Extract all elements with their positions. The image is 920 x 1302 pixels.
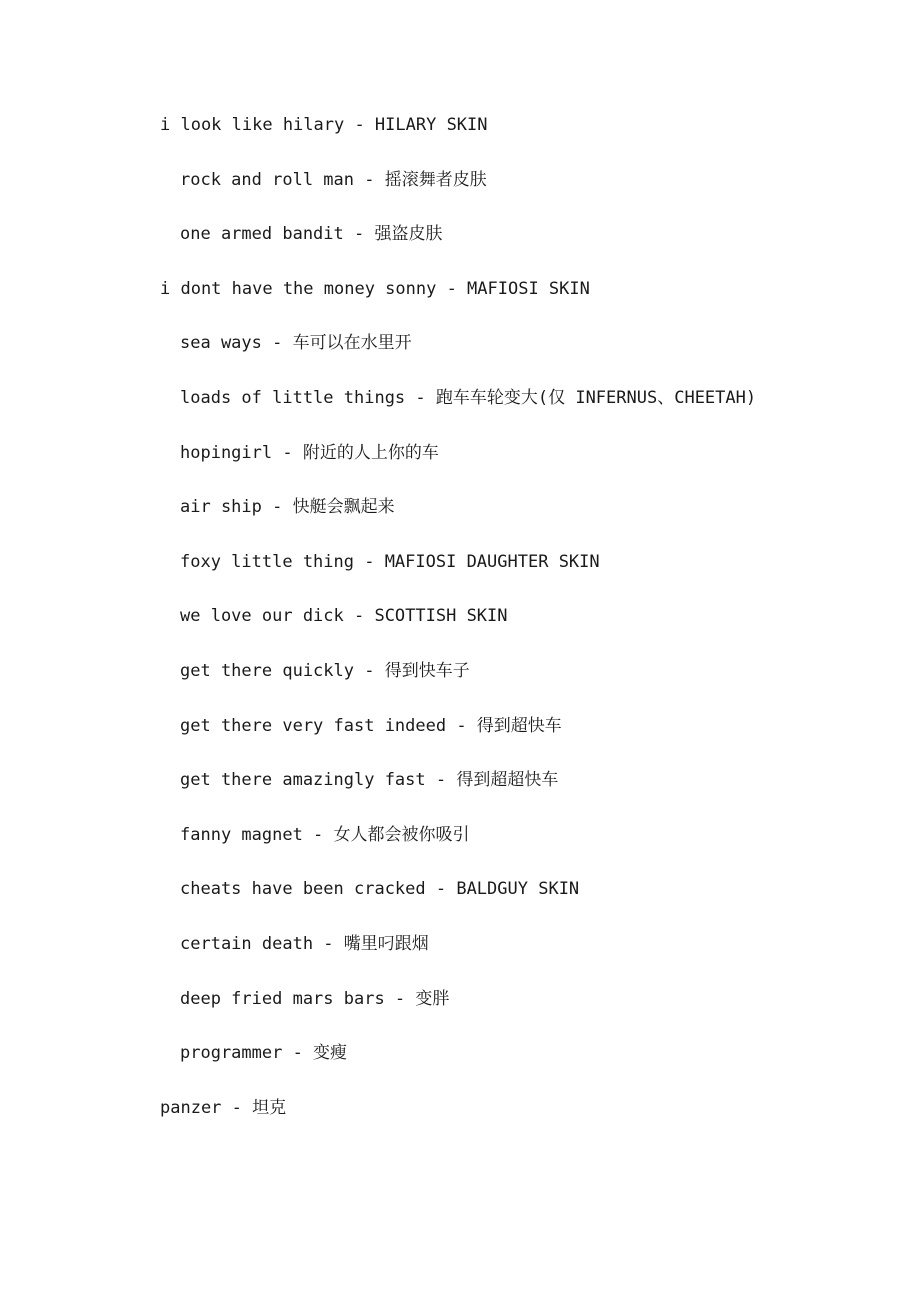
cheat-line: get there amazingly fast - 得到超超快车: [180, 770, 559, 791]
cheat-line: air ship - 快艇会飘起来: [180, 497, 395, 518]
cheat-line: hopingirl - 附近的人上你的车: [180, 442, 439, 463]
cheat-line: we love our dick - SCOTTISH SKIN: [180, 606, 508, 627]
cheat-line: cheats have been cracked - BALDGUY SKIN: [180, 879, 580, 900]
cheat-line: deep fried mars bars - 变胖: [180, 988, 450, 1009]
cheat-line: fanny magnet - 女人都会被你吸引: [180, 824, 470, 845]
cheat-line: one armed bandit - 强盗皮肤: [180, 224, 443, 245]
cheat-code-list: [160, 110, 756, 1147]
cheat-line: get there quickly - 得到快车子: [180, 660, 470, 681]
cheat-line: panzer - 坦克: [160, 1097, 287, 1118]
cheat-line: sea ways - 车可以在水里开: [180, 333, 412, 354]
cheat-line: i look like hilary - HILARY SKIN: [160, 115, 488, 135]
cheat-line: get there very fast indeed - 得到超快车: [180, 715, 562, 736]
cheat-line: rock and roll man - 摇滚舞者皮肤: [180, 169, 487, 190]
cheat-line: loads of little things - 跑车车轮变大(仅 INFERNUS、CHEETAH): [180, 387, 757, 408]
cheat-line: i dont have the money sonny - MAFIOSI SKIN: [160, 278, 590, 299]
cheat-line: foxy little thing - MAFIOSI DAUGHTER SKIN: [180, 551, 600, 572]
cheat-line: certain death - 嘴里叼跟烟: [180, 933, 429, 954]
cheat-line: programmer - 变瘦: [180, 1043, 348, 1064]
